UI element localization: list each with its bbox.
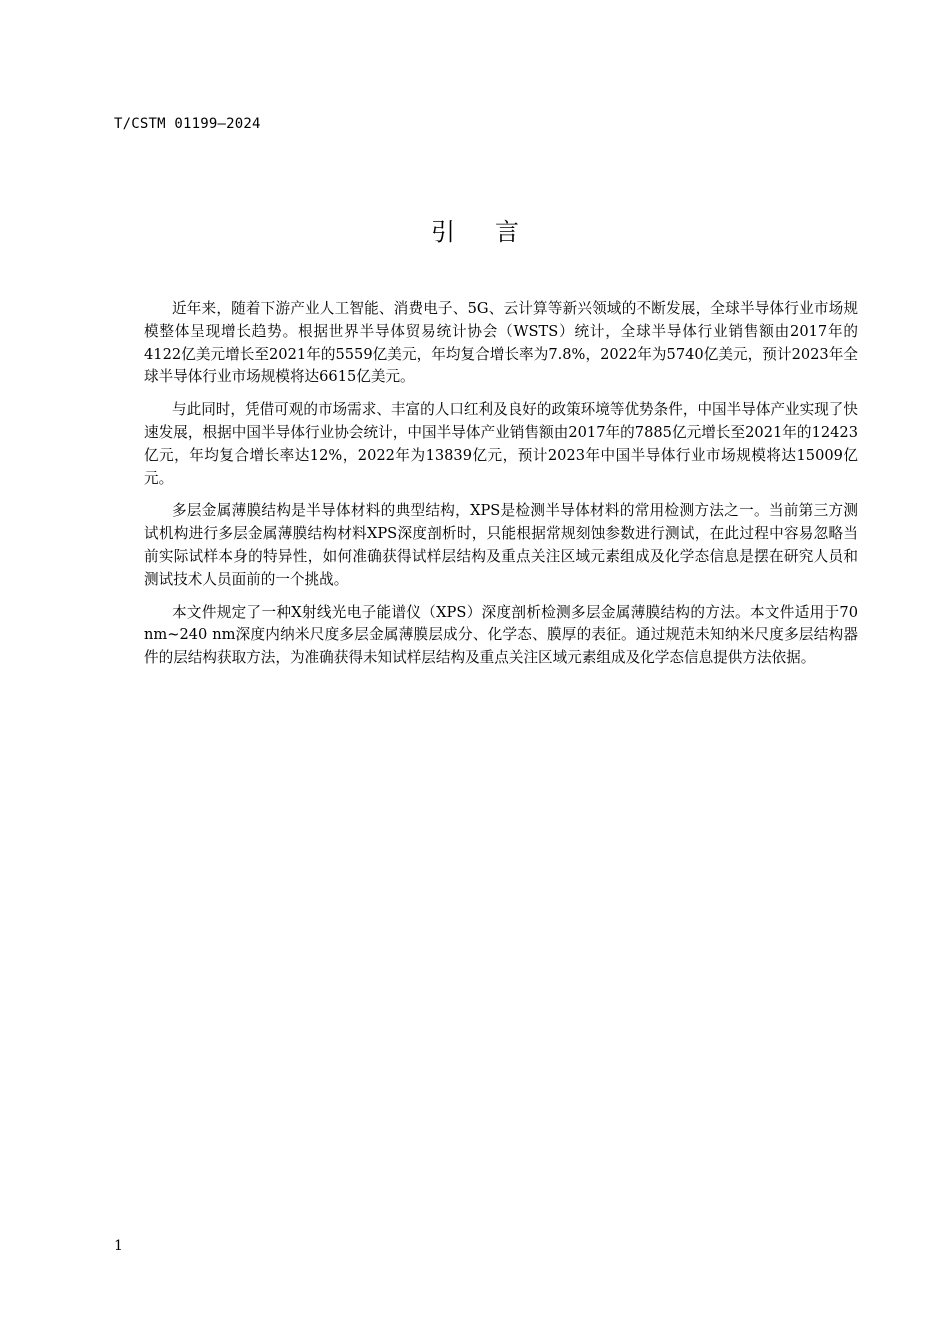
introduction-body — [144, 298, 858, 680]
paragraph-scope: 本文件规定了一种X射线光电子能谱仪（XPS）深度剖析检测多层金属薄膜结构的方法。本文件适用于70 nm~240 nm深度内纳米尺度多层金属薄膜层成分、化学态、膜厚的表征。通过规范未知纳米尺度多层结构器件的层结构获取方法，为准确获得未知试样层结构及重点关注区域元素组成及化学态信息提供方法依据。 — [144, 603, 858, 667]
standard-code: T/CSTM 01199—2024 — [114, 116, 261, 132]
paragraph-xps-challenge: 多层金属薄膜结构是半导体材料的典型结构，XPS是检测半导体材料的常用检测方法之一。当前第三方测试机构进行多层金属薄膜结构材料XPS深度剖析时，只能根据常规刻蚀参数进行测试，在此过程中容易忽略当前实际试样本身的特异性，如何准确获得试样层结构及重点关注区域元素组成及化学态信息是摆在研究人员和测试技术人员面前的一个挑战。 — [144, 502, 858, 588]
page-number: 1 — [114, 1238, 123, 1254]
paragraph-market-global: 近年来，随着下游产业人工智能、消费电子、5G、云计算等新兴领域的不断发展，全球半导体行业市场规模整体呈现增长趋势。根据世界半导体贸易统计协会（WSTS）统计，全球半导体行业销售额由2017年的4122亿美元增长至2021年的5559亿美元，年均复合增长率为7.8%，2022年为5740亿美元，预计2023年全球半导体行业市场规模将达6615亿美元。 — [144, 300, 858, 386]
page-title: 引言 — [431, 218, 559, 246]
paragraph-market-china: 与此同时，凭借可观的市场需求、丰富的人口红利及良好的政策环境等优势条件，中国半导体产业实现了快速发展，根据中国半导体行业协会统计，中国半导体产业销售额由2017年的7885亿元增长至2021年的12423亿元，年均复合增长率达12%，2022年为13839亿元，预计2023年中国半导体行业市场规模将达15009亿元。 — [144, 401, 858, 487]
